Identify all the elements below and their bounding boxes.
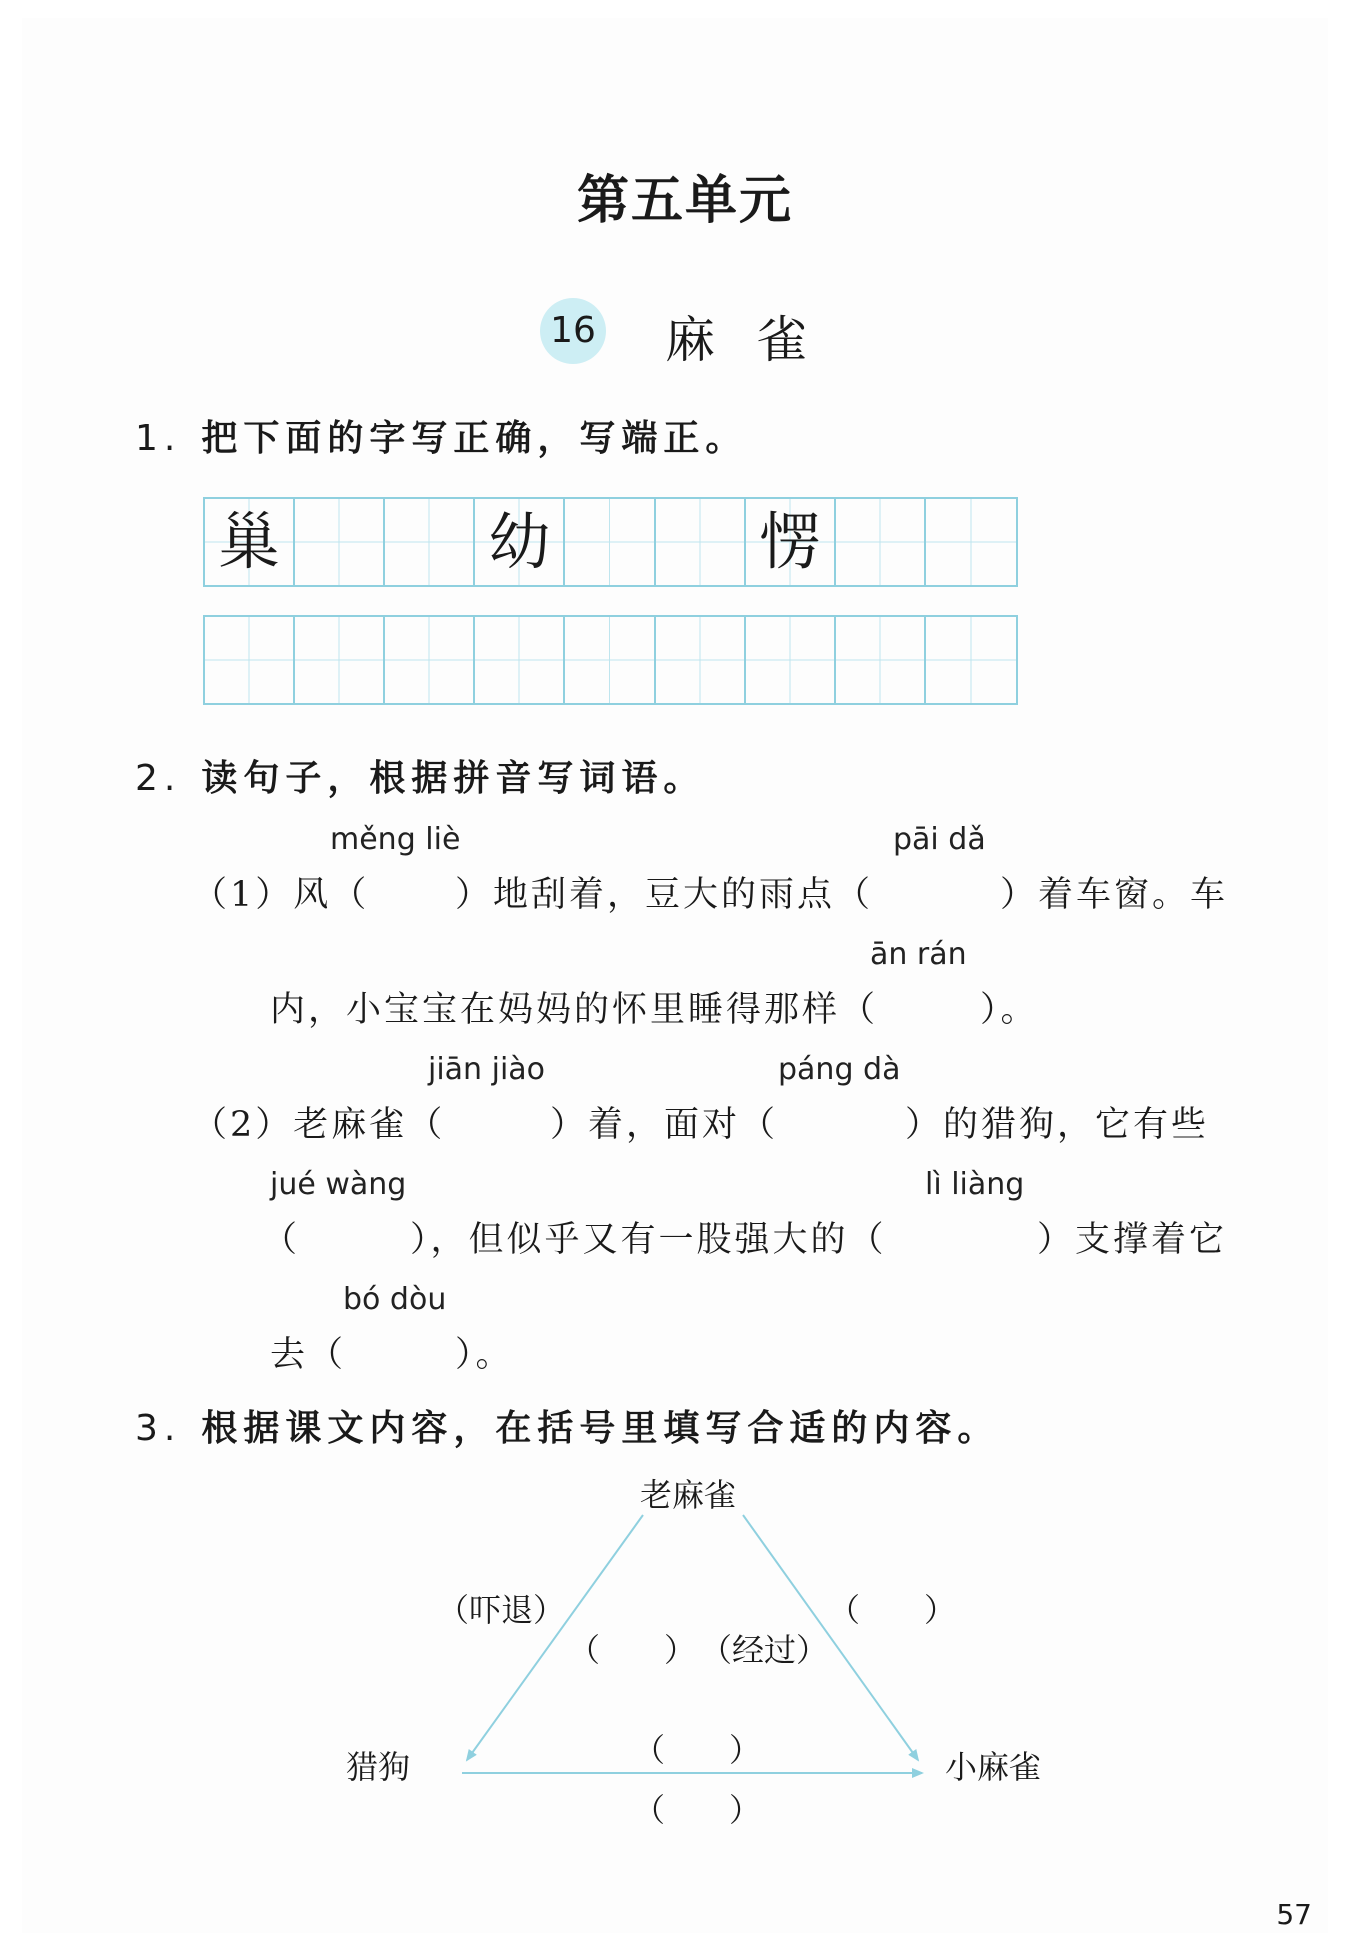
pinyin-pang-da: páng dà <box>778 1052 901 1087</box>
pinyin-jian-jiao: jiān jiào <box>428 1052 546 1087</box>
sentence-2-part-c: ）的猎狗，它有些 <box>905 1105 1210 1145</box>
question-1-number: 1. <box>135 418 182 459</box>
pinyin-jue-wang: jué wàng <box>270 1167 407 1202</box>
label-pass-by: （经过） <box>700 1631 829 1669</box>
sentence-2-line-2-c: ）支撑着它 <box>1037 1220 1228 1260</box>
question-2-number: 2. <box>135 758 182 799</box>
node-hunting-dog: 猎狗 <box>346 1748 411 1786</box>
question-2-text: 读句子，根据拼音写词语。 <box>201 757 706 799</box>
pinyin-li-liang: lì liàng <box>925 1167 1025 1202</box>
sentence-1-part-c: ）着车窗。车 <box>1000 875 1229 915</box>
lesson-title: 麻雀 <box>665 311 849 369</box>
sentence-2-line-3-a: 去（ <box>270 1335 347 1375</box>
sentence-2-line-3-b: ）。 <box>455 1335 514 1375</box>
unit-title: 第五单元 <box>576 170 793 231</box>
blank-right-outer[interactable]: （ ） <box>828 1591 957 1629</box>
node-young-sparrow: 小麻雀 <box>945 1748 1042 1786</box>
pinyin-an-ran: ān rán <box>870 937 967 972</box>
node-old-sparrow: 老麻雀 <box>640 1476 737 1514</box>
sentence-1-part-b: ）地刮着，豆大的雨点（ <box>455 875 874 915</box>
blank-bottom-upper[interactable]: （ ） <box>633 1731 762 1769</box>
sentence-1-part-a: （1）风（ <box>192 875 370 915</box>
sentence-1-line-2-a: 内，小宝宝在妈妈的怀里睡得那样（ <box>270 990 879 1030</box>
sentence-2-line-2-a: （ <box>262 1220 301 1260</box>
blank-bottom-lower[interactable]: （ ） <box>633 1791 762 1829</box>
sentence-1-line-2-b: ）。 <box>980 990 1039 1030</box>
page-number: 57 <box>1276 1898 1312 1931</box>
question-1-text: 把下面的字写正确，写端正。 <box>201 417 748 459</box>
pinyin-pai-da: pāi dǎ <box>893 822 986 857</box>
sentence-2-part-b: ）着，面对（ <box>550 1105 779 1145</box>
grid-cell[interactable]: 愣 <box>746 499 836 585</box>
lesson-number-badge: 16 <box>540 298 606 364</box>
sentence-2-line-2-b: ），但似乎又有一股强大的（ <box>410 1220 887 1260</box>
grid-cell[interactable]: 幼 <box>475 499 565 585</box>
question-3-text: 根据课文内容，在括号里填写合适的内容。 <box>201 1407 1000 1449</box>
grid-cell[interactable]: 巢 <box>205 499 295 585</box>
blank-left-inner[interactable]: （ ） <box>568 1631 697 1669</box>
sentence-2-part-a: （2）老麻雀（ <box>192 1105 446 1145</box>
pinyin-meng-lie: měng liè <box>330 822 461 857</box>
question-3-number: 3. <box>135 1408 182 1449</box>
pinyin-bo-dou: bó dòu <box>343 1282 447 1317</box>
label-scare-away: （吓退） <box>437 1591 566 1629</box>
